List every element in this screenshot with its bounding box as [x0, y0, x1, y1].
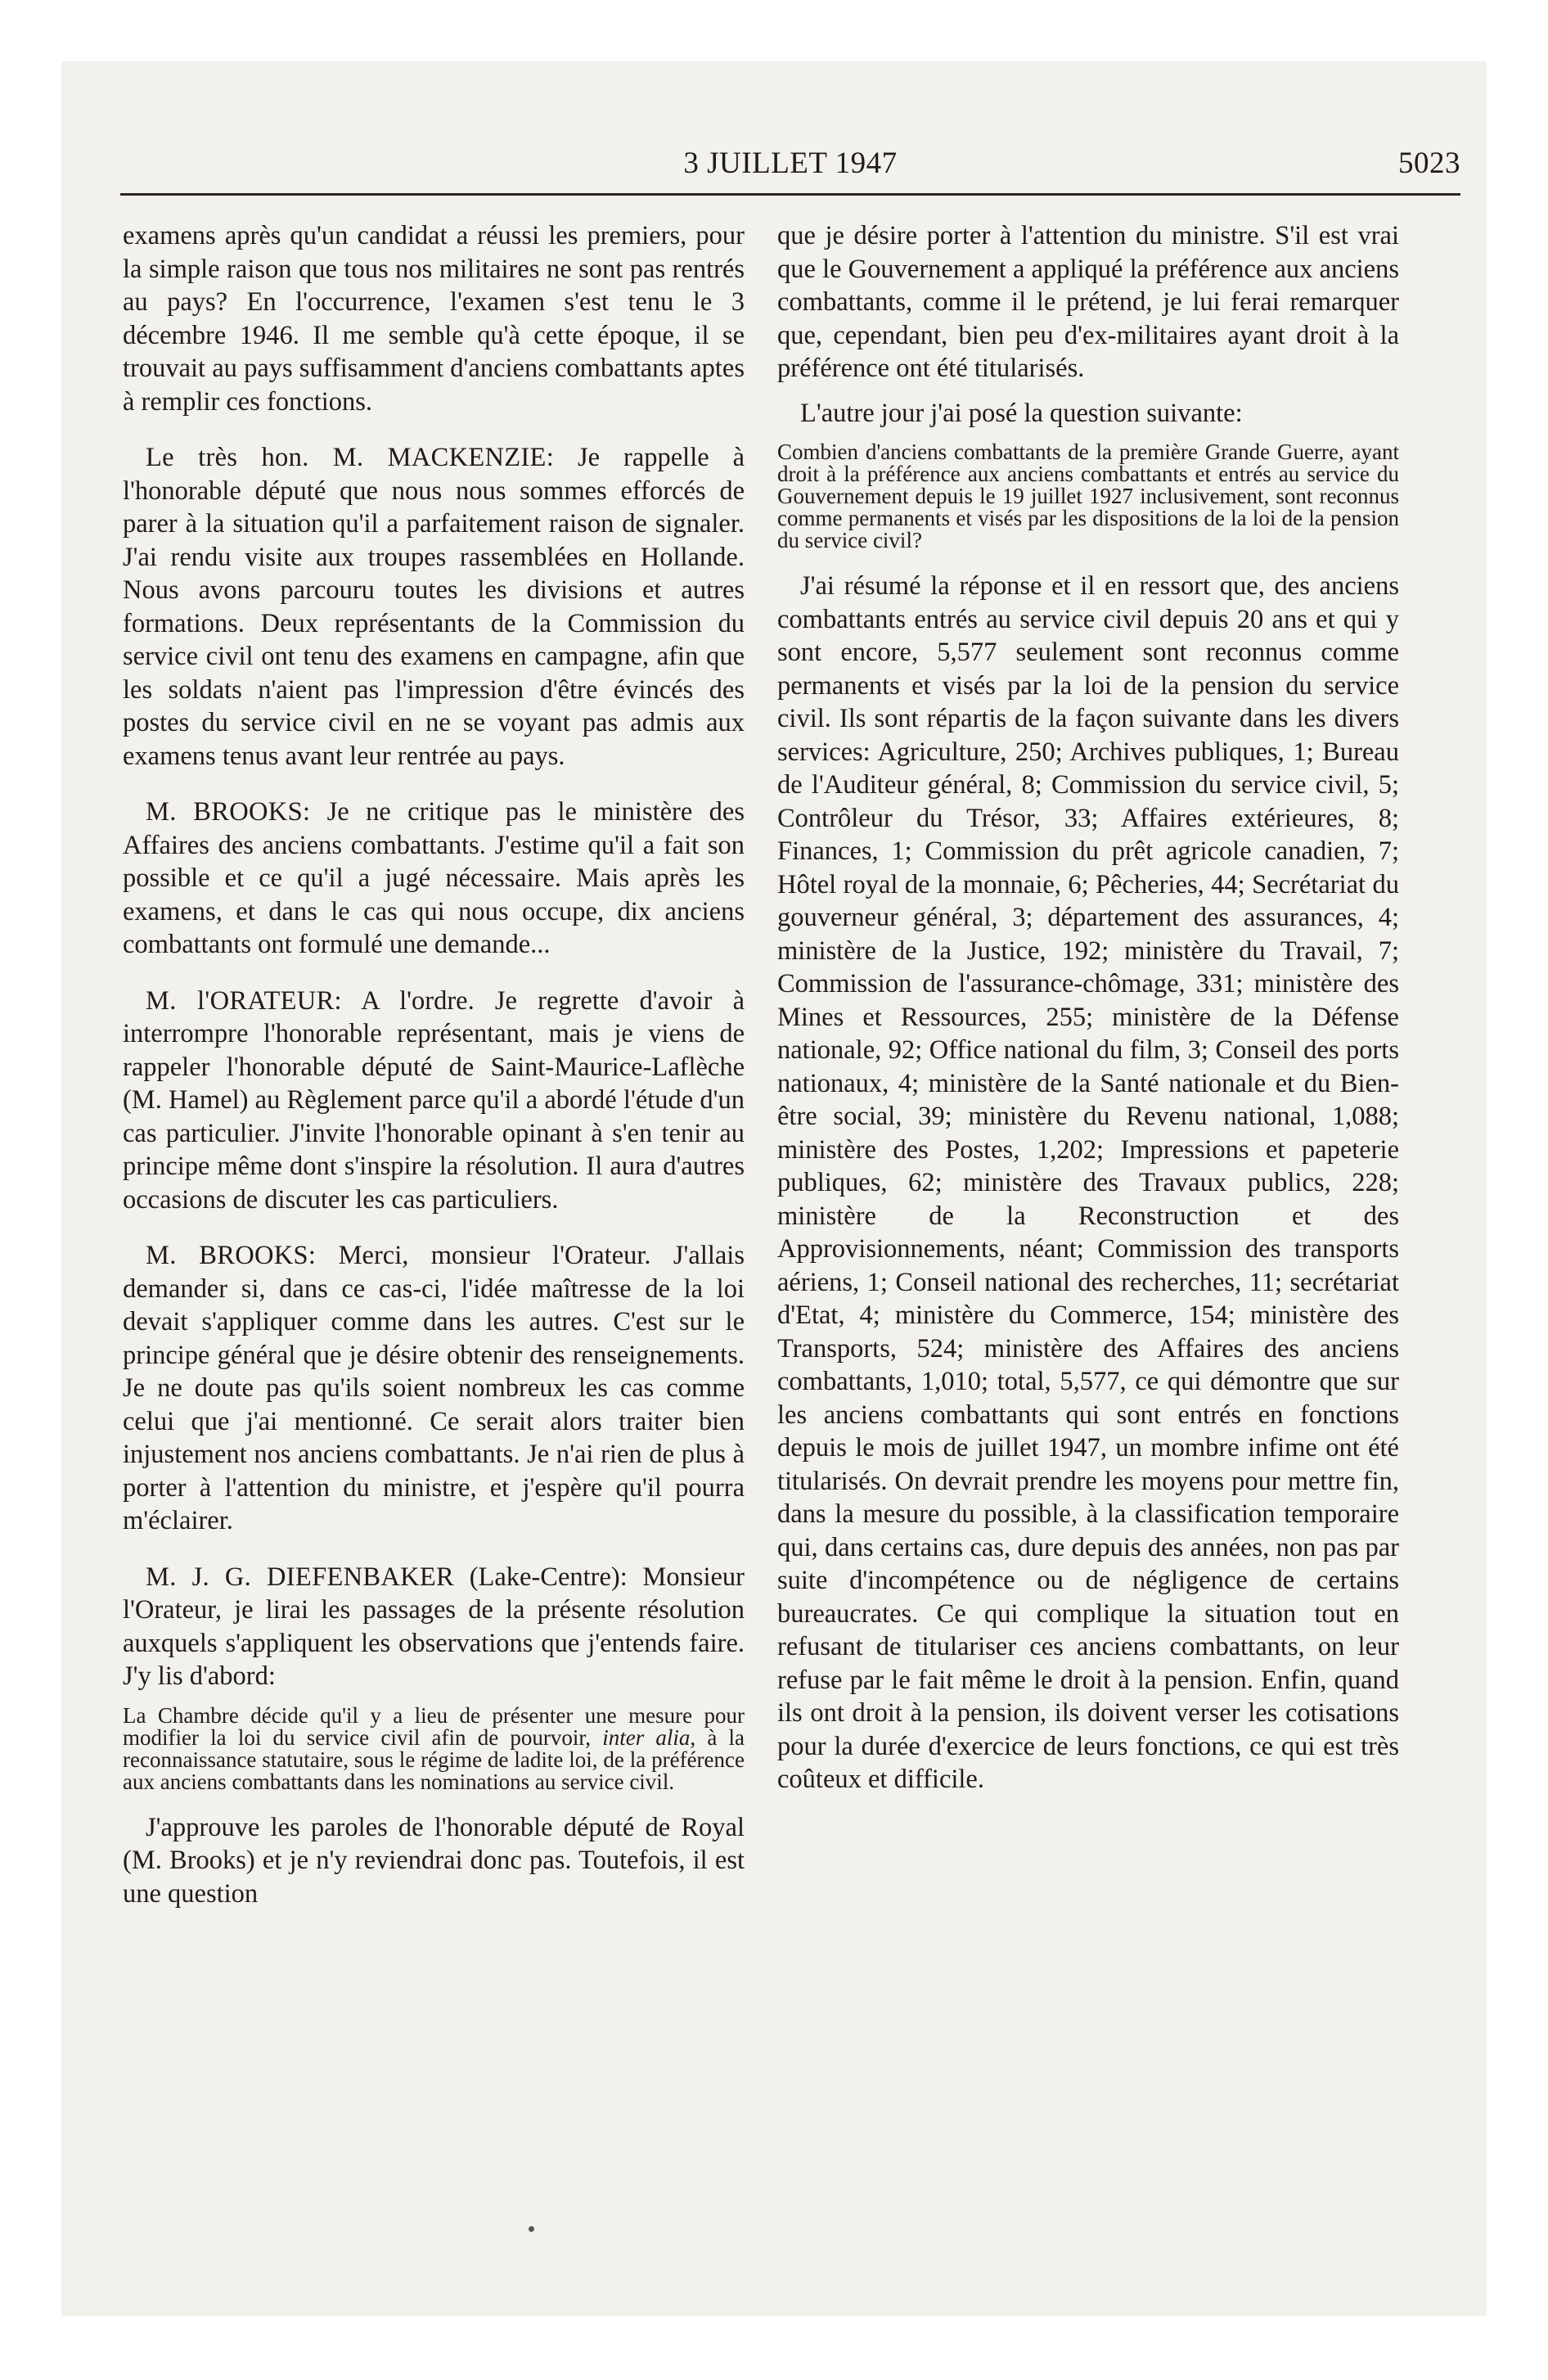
- paragraph: J'approuve les paroles de l'honorable député de Royal (M. Brooks) et je n'y reviendrai donc pas. Toutefois, il est une question: [123, 1812, 745, 1909]
- speech-text: Merci, monsieur l'Orateur. J'allais demander si, dans ce cas-ci, l'idée maîtresse de la loi devait s'appliquer comme dans les autres. C'est sur le principe général que je désire obtenir des renseignements. Je ne doute pas qu'ils soient nombreux les cas comme celui que j'ai mentionné. Ce serait alors traiter bien injustement nos anciens combattants. Je n'ai rien de plus à porter à l'attention du ministre, et j'espère qu'il pourra m'éclairer.: [123, 1241, 745, 1535]
- paragraph: [123, 1239, 745, 1538]
- speech-text: Je rappelle à l'honorable député que nous nous sommes efforcés de parer à la situation qu'il a parfaitement raison de signaler. J'ai rendu visite aux troupes rassemblées en Hollande. Nous avons parcouru toutes les divisions et autres formations. Deux représentants de la Commission du service civil ont tenu des examens en campagne, afin que les soldats n'aient pas l'impression d'être évincés des postes du service civil en ne se voyant pas admis aux examens tenus avant leur rentrée au pays.: [123, 443, 745, 771]
- speaker-name: Le très hon. M. MACKENZIE:: [146, 443, 555, 472]
- speaker-name: M. BROOKS:: [146, 1241, 317, 1270]
- paragraph: examens après qu'un candidat a réussi les premiers, pour la simple raison que tous nos militaires ne sont pas rentrés au pays? En l'occurrence, l'examen s'est tenu le 3 décembre 1946. Il me semble qu'à cette époque, il se trouvait au pays suffisamment d'anciens combattants aptes à remplir ces fonctions.: [123, 221, 745, 417]
- page-header: [120, 146, 1460, 187]
- speech-text: (Lake-Centre): Monsieur l'Orateur, je lirai les passages de la présente résolution auxquels s'appliquent les observations que j'entends faire. J'y lis d'abord:: [123, 1562, 745, 1691]
- paragraph: [123, 796, 745, 962]
- page-number: 5023: [1398, 146, 1460, 180]
- header-rule: [120, 193, 1460, 196]
- speech-text: A l'ordre. Je regrette d'avoir à interrompre l'honorable représentant, mais je viens de rappeler l'honorable député de Saint-Maurice-Laflèche (M. Hamel) au Règlement parce qu'il a abordé l'étude d'un cas particulier. J'invite l'honorable opinant à s'en tenir au principe même dont s'inspire la résolution. Il aura d'autres occasions de discuter les cas particuliers.: [123, 985, 745, 1215]
- speaker-name: M. J. G. DIEFENBAKER: [146, 1562, 455, 1592]
- print-speck: [529, 2226, 534, 2232]
- right-column: [777, 219, 1399, 1796]
- paragraph: L'autre jour j'ai posé la question suivante:: [800, 398, 1243, 428]
- speech-text: Je ne critique pas le ministère des Affaires des anciens combattants. J'estime qu'il a fait son possible et ce qu'il a jugé nécessaire. Mais après les examens, et dans le cas qui nous occupe, dix anciens combattants ont formulé une demande...: [123, 797, 745, 959]
- paragraph: que je désire porter à l'attention du ministre. S'il est vrai que le Gouvernement a appliqué la préférence aux anciens combattants, comme il le prétend, je lui ferai remarquer que, cependant, bien peu d'ex-militaires ayant droit à la préférence ont été titularisés.: [777, 221, 1399, 383]
- paragraph: [123, 1561, 745, 1693]
- speaker-name: M. BROOKS:: [146, 797, 311, 827]
- left-column: [123, 219, 745, 1910]
- resolution-quote: [123, 1702, 745, 1794]
- question-quote: Combien d'anciens combattants de la première Grande Guerre, ayant droit à la préférence aux anciens combattants et entrés au service du Gouvernement depuis le 19 juillet 1927 inclusivement, sont reconnus comme permanents et visés par les dispositions de la loi de la pension du service civil?: [777, 439, 1399, 552]
- quote-italic: inter alia,: [602, 1724, 696, 1750]
- speaker-name: M. l'ORATEUR:: [146, 985, 342, 1016]
- quote-text: La Chambre décide qu'il y a lieu de présenter une mesure pour modifier la loi du service civil afin de pourvoir,: [123, 1702, 745, 1750]
- header-date: 3 JUILLET 1947: [683, 146, 898, 180]
- paragraph: J'ai résumé la réponse et il en ressort que, des anciens combattants entrés au service civil depuis 20 ans et qui y sont encore, 5,577 seulement sont reconnus comme permanents et visés par la loi de la pension du service civil. Ils sont répartis de la façon suivante dans les divers services: Agriculture, 250; Archives publiques, 1; Bureau de l'Auditeur général, 8; Commission du service civil, 5; Contrôleur du Trésor, 33; Affaires extérieures, 8; Finances, 1; Commission du prêt agricole canadien, 7; Hôtel royal de la monnaie, 6; Pêcheries, 44; Secrétariat du gouverneur général, 3; département des assurances, 4; ministère de la Justice, 192; ministère du Travail, 7; Commission de l'assurance-chômage, 331; ministère des Mines et Ressources, 255; ministère de la Défense nationale, 92; Office national du film, 3; Conseil des ports nationaux, 4; ministère de la Santé nationale et du Bien-être social, 39; ministère du Revenu national, 1,088; ministère des Postes, 1,202; Impressions et papeterie publiques, 62; ministère des Travaux publics, 228; ministère de la Reconstruction et des Approvisionnements, néant; Commission des transports aériens, 1; Conseil national des recherches, 11; secrétariat d'Etat, 4; ministère du Commerce, 154; ministère des Transports, 524; ministère des Affaires des anciens combattants, 1,010; total, 5,577, ce qui démontre que sur les anciens combattants qui sont entrés en fonctions depuis le mois de juillet 1947, un mombre infime ont été titularisés. On devrait prendre les moyens pour mettre fin, dans la mesure du possible, à la classification temporaire qui, dans certains cas, dure depuis des années, non pas par suite d'incompétence ou de négligence de certains bureaucrates. Ce qui complique la situation tout en refusant de titulariser ces anciens combattants, on leur refuse par le fait même le droit à la pension. Enfin, quand ils ont droit à la pension, ils doivent verser les cotisations pour la durée d'exercice de leurs fonctions, ce qui est très coûteux et difficile.: [777, 571, 1399, 1794]
- paragraph: [123, 441, 745, 773]
- quote-text: à la reconnaissance statutaire, sous le régime de ladite loi, de la préférence aux anciens combattants dans les nominations au service civil.: [123, 1724, 745, 1794]
- paragraph: [123, 985, 745, 1217]
